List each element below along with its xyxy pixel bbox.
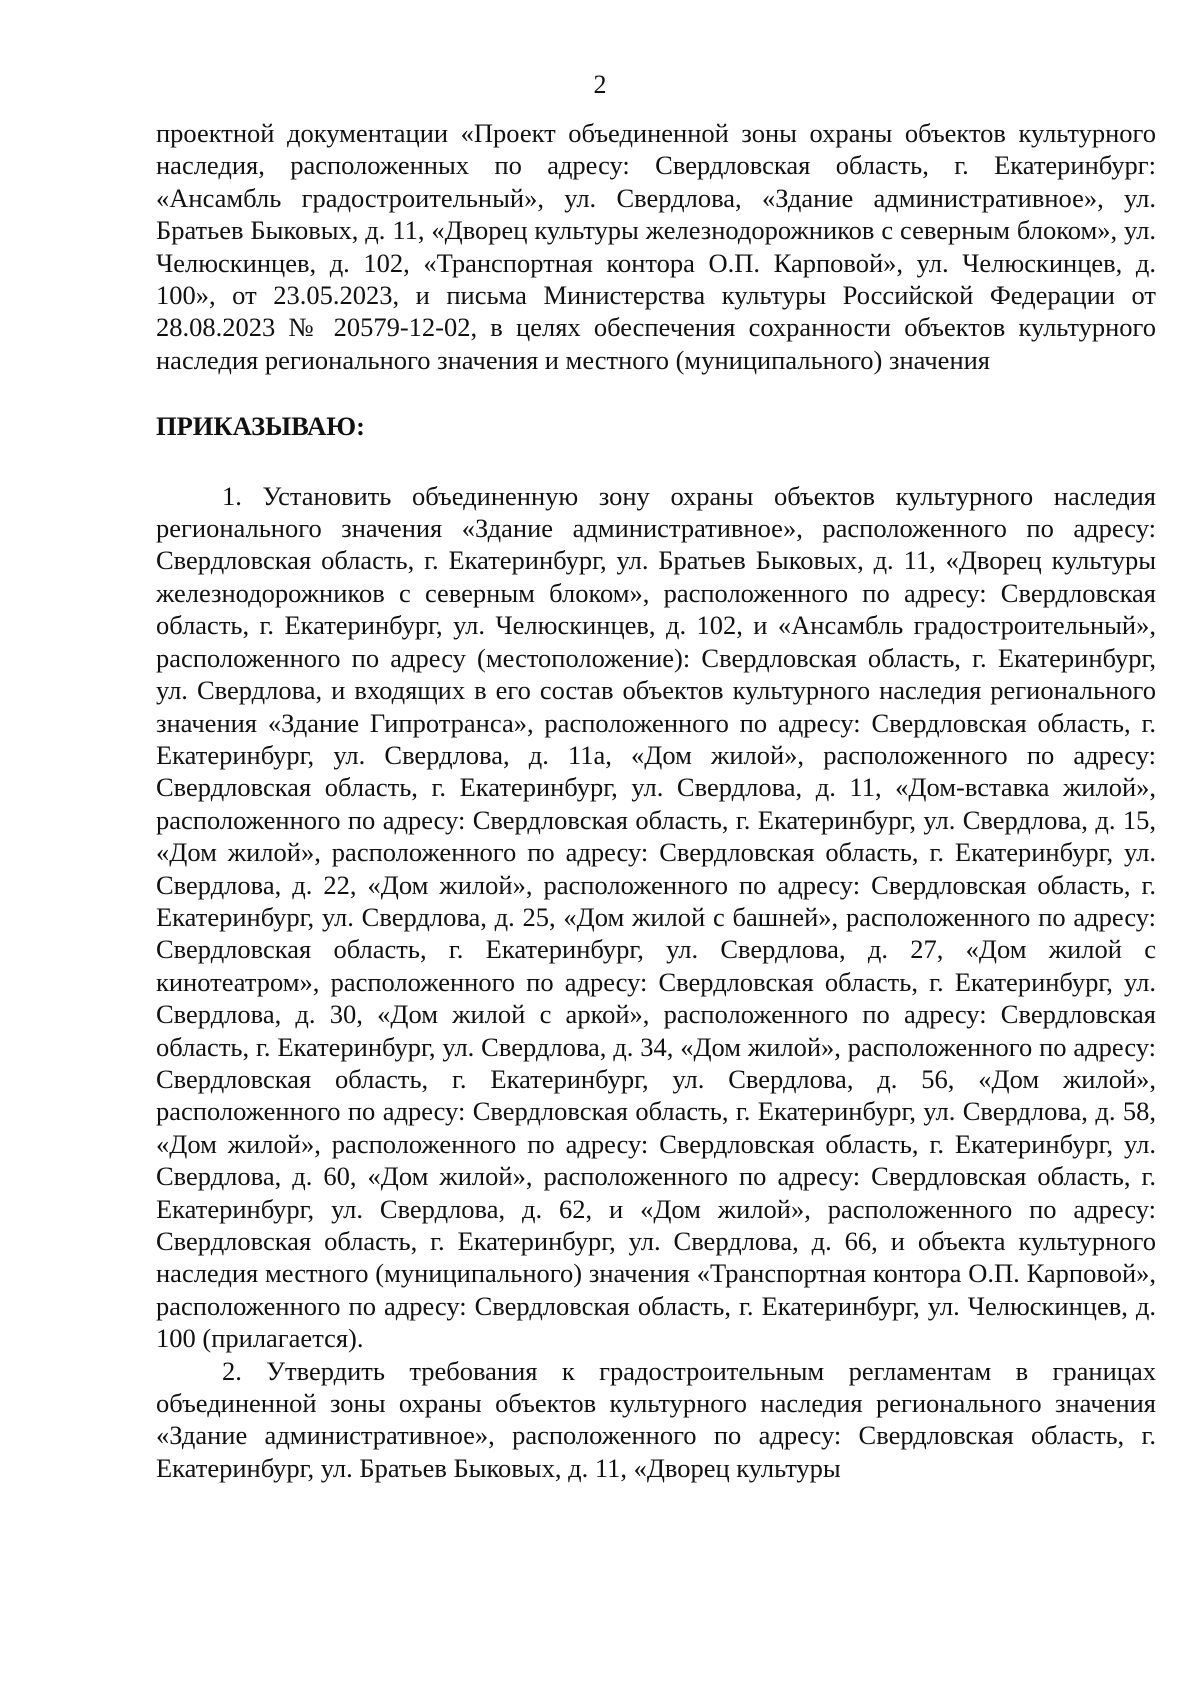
intro-paragraph: проектной документации «Проект объединенной зоны охраны объектов культурного наследия, расположенных по адресу: Свердловская область, г. Екатеринбург: «Ансамбль градостроительный», ул. Свердлова, «Здание административное», ул. Братьев Быковых, д. 11, «Дворец культуры железнодорожников с северным блоком», ул. Челюскинцев, д. 102, «Транспортная контора О.П. Карповой», ул. Челюскинцев, д. 100», от 23.05.2023, и письма Министерства культуры Российской Федерации от 28.08.2023 № 20579-12-02, в целях обеспечения сохранности объектов культурного наследия регионального значения и местного (муниципального) значения [156,118,1156,375]
document-body [156,117,1156,1484]
order-item-2: 2. Утвердить требования к градостроительным регламентам в границах объединенной зоны охраны объектов культурного наследия регионального значения «Здание административное», расположенного по адресу: Свердловская область, г. Екатеринбург, ул. Братьев Быковых, д. 11, «Дворец культуры [156,1355,1156,1483]
order-heading: ПРИКАЗЫВАЮ: [156,411,365,442]
page-number: 2 [593,70,607,99]
order-item-1: 1. Установить объединенную зону охраны объектов культурного наследия регионального значения «Здание административное», расположенного по адресу: Свердловская область, г. Екатеринбург, ул. Братьев Быковых, д. 11, «Дворец культуры железнодорожников с северным блоком», расположенного по адресу: Свердловская область, г. Екатеринбург, ул. Челюскинцев, д. 102, и «Ансамбль градостроительный», расположенного по адресу (местоположение): Свердловская область, г. Екатеринбург, ул. Свердлова, и входящих в его состав объектов культурного наследия регионального значения «Здание Гипротранса», расположенного по адресу: Свердловская область, г. Екатеринбург, ул. Свердлова, д. 11а, «Дом жилой», расположенного по адресу: Свердловская область, г. Екатеринбург, ул. Свердлова, д. 11, «Дом-вставка жилой», расположенного по адресу: Свердловская область, г. Екатеринбург, ул. Свердлова, д. 15, «Дом жилой», расположенного по адресу: Свердловская область, г. Екатеринбург, ул. Свердлова, д. 22, «Дом жилой», расположенного по адресу: Свердловская область, г. Екатеринбург, ул. Свердлова, д. 25, «Дом жилой с башней», расположенного по адресу: Свердловская область, г. Екатеринбург, ул. Свердлова, д. 27, «Дом жилой с кинотеатром», расположенного по адресу: Свердловская область, г. Екатеринбург, ул. Свердлова, д. 30, «Дом жилой с аркой», расположенного по адресу: Свердловская область, г. Екатеринбург, ул. Свердлова, д. 34, «Дом жилой», расположенного по адресу: Свердловская область, г. Екатеринбург, ул. Свердлова, д. 56, «Дом жилой», расположенного по адресу: Свердловская область, г. Екатеринбург, ул. Свердлова, д. 58, «Дом жилой», расположенного по адресу: Свердловская область, г. Екатеринбург, ул. Свердлова, д. 60, «Дом жилой», расположенного по адресу: Свердловская область, г. Екатеринбург, ул. Свердлова, д. 62, и «Дом жилой», расположенного по адресу: Свердловская область, г. Екатеринбург, ул. Свердлова, д. 66, и объекта культурного наследия местного (муниципального) значения «Транспортная контора О.П. Карповой», расположенного по адресу: Свердловская область, г. Екатеринбург, ул. Челюскинцев, д. 100 (прилагается). [156,480,1156,1354]
